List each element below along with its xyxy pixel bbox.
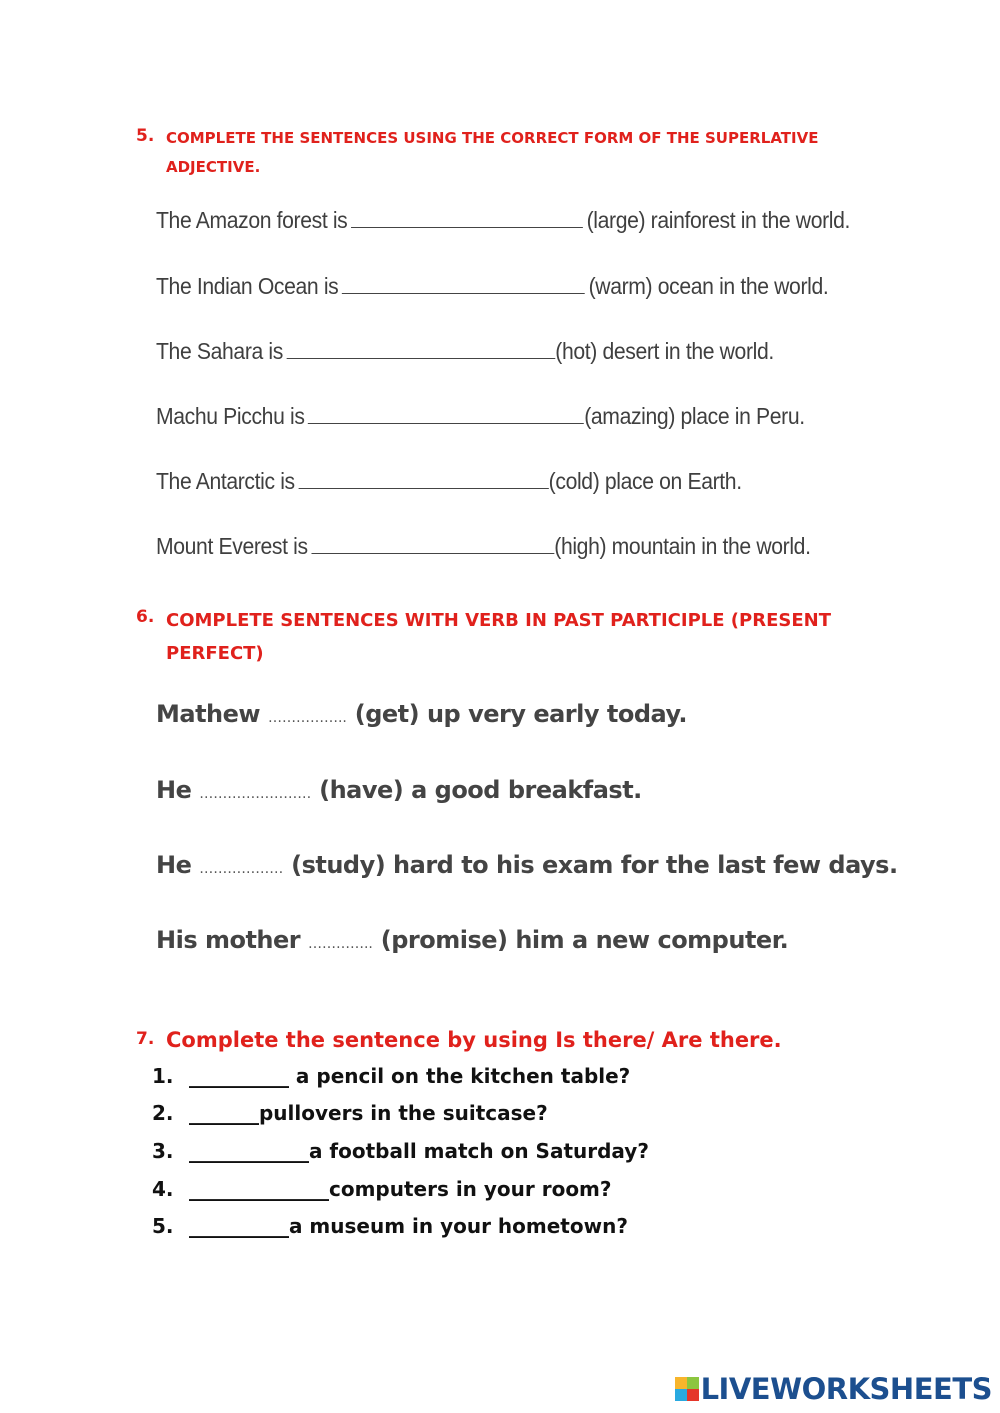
- s5-sentence-3: [156, 338, 774, 365]
- section-7-title: Complete the sentence by using Is there/ Are there.: [166, 1028, 782, 1052]
- answer-blank[interactable]: ……………………: [199, 786, 312, 802]
- item-text: a football match on Saturday?: [308, 1139, 649, 1163]
- item-number: 3.: [152, 1139, 174, 1163]
- logo-text: LIVEWORKSHEETS: [700, 1372, 992, 1406]
- s6-before: He: [156, 851, 192, 879]
- answer-blank[interactable]: …………..: [307, 936, 373, 952]
- s7-item-2: [152, 1101, 548, 1125]
- s7-item-3: [152, 1139, 649, 1163]
- item-text: computers in your room?: [328, 1177, 612, 1201]
- item-text: pullovers in the suitcase?: [258, 1101, 548, 1125]
- s6-before: His mother: [156, 926, 301, 954]
- item-text: a museum in your hometown?: [288, 1214, 628, 1238]
- s5-after: (hot) desert in the world.: [555, 338, 774, 364]
- s7-item-1: [152, 1064, 630, 1088]
- s5-after: (high) mountain in the world.: [554, 533, 811, 559]
- section-7-number: 7.: [136, 1029, 155, 1049]
- answer-blank[interactable]: ______________: [188, 1177, 329, 1201]
- s5-before: The Antarctic is: [156, 468, 295, 494]
- s6-sentence-4: [156, 926, 788, 954]
- s5-after: (large) rainforest in the world.: [586, 207, 851, 233]
- answer-blank[interactable]: __________: [188, 1064, 289, 1088]
- s5-sentence-4: [156, 403, 805, 430]
- section-6-number: 6.: [136, 607, 155, 627]
- answer-blank[interactable]: [311, 533, 554, 554]
- s6-sentence-1: [156, 700, 687, 728]
- s5-after: (warm) ocean in the world.: [588, 273, 829, 299]
- s5-before: The Sahara is: [156, 338, 283, 364]
- answer-blank[interactable]: [351, 207, 583, 228]
- section-6-title: COMPLETE SENTENCES WITH VERB IN PAST PARTICIPLE (PRESENT PERFECT): [166, 610, 831, 664]
- s6-after: (get) up very early today.: [354, 700, 688, 728]
- answer-blank[interactable]: ……………..: [267, 710, 347, 726]
- s6-sentence-2: [156, 776, 642, 804]
- answer-blank[interactable]: _______: [188, 1101, 259, 1125]
- s5-after: (cold) place on Earth.: [548, 468, 742, 494]
- section-5-title: COMPLETE THE SENTENCES USING THE CORRECT FORM OF THE SUPERLATIVE ADJECTIVE.: [166, 129, 819, 176]
- s5-before: The Amazon forest is: [156, 207, 348, 233]
- item-number: 4.: [152, 1177, 174, 1201]
- item-number: 5.: [152, 1214, 174, 1238]
- s5-sentence-2: [156, 273, 828, 300]
- liveworksheets-logo[interactable]: [675, 1371, 992, 1407]
- answer-blank[interactable]: [298, 468, 548, 489]
- item-number: 1.: [152, 1064, 174, 1088]
- logo-mark-icon: [675, 1377, 699, 1401]
- answer-blank[interactable]: ____________: [188, 1139, 309, 1163]
- s5-sentence-1: [156, 207, 850, 234]
- s6-before: Mathew: [156, 700, 261, 728]
- s7-item-4: [152, 1177, 612, 1201]
- answer-blank[interactable]: __________: [188, 1214, 289, 1238]
- s5-sentence-6: [156, 533, 811, 560]
- s6-after: (have) a good breakfast.: [319, 776, 642, 804]
- answer-blank[interactable]: [342, 273, 585, 294]
- answer-blank[interactable]: [287, 338, 556, 359]
- s5-sentence-5: [156, 468, 742, 495]
- s5-after: (amazing) place in Peru.: [584, 403, 805, 429]
- answer-blank[interactable]: ………………: [199, 861, 284, 877]
- s5-before: Machu Picchu is: [156, 403, 305, 429]
- answer-blank[interactable]: [308, 403, 584, 424]
- item-text: a pencil on the kitchen table?: [288, 1064, 631, 1088]
- s7-item-5: [152, 1214, 628, 1238]
- section-5-number: 5.: [136, 126, 155, 146]
- s6-sentence-3: [156, 851, 898, 879]
- s5-before: The Indian Ocean is: [156, 273, 339, 299]
- s6-after: (study) hard to his exam for the last few days.: [291, 851, 898, 879]
- s6-after: (promise) him a new computer.: [380, 926, 789, 954]
- s6-before: He: [156, 776, 192, 804]
- item-number: 2.: [152, 1101, 174, 1125]
- s5-before: Mount Everest is: [156, 533, 308, 559]
